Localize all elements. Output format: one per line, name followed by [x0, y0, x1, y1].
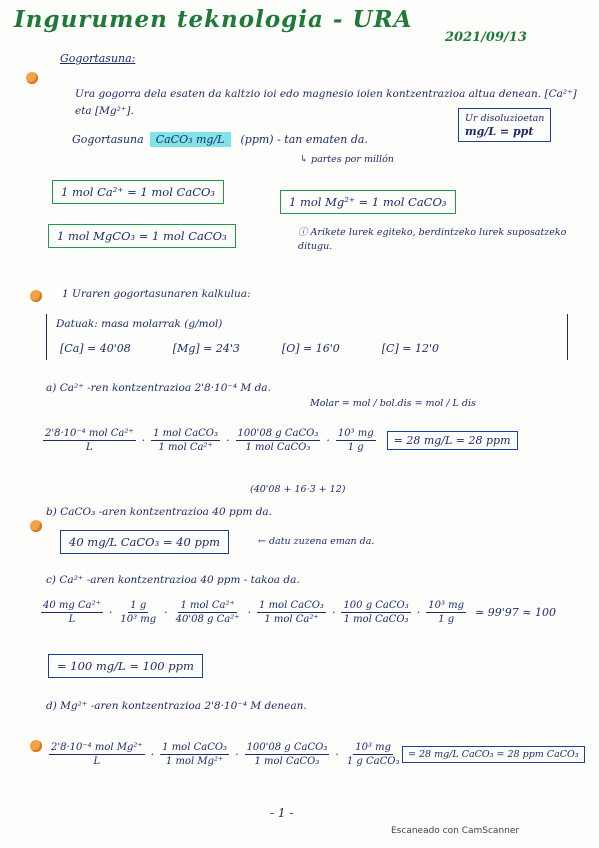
fraction: $\frac{\text{10³ mg}}{1 g}$	[337, 428, 374, 453]
note-text: ⓘ Arikete lurek egiteko, berdintzeko lurek suposatzeko ditugu.	[298, 227, 567, 252]
part-b-text: b) CaCO₃ -aren kontzentrazioa 40 ppm da.	[46, 506, 273, 518]
fraction: $\frac{\text{100'08 g CaCO₃}}{\text{1 mol CaCO₃}}$	[237, 428, 319, 453]
section-heading-gogortasuna: Gogortasuna:	[60, 52, 136, 65]
fraction: $\frac{\text{100'08 g CaCO₃}}{\text{1 mol CaCO₃}}$	[246, 742, 328, 767]
bullet-icon	[30, 740, 42, 752]
side-note-box	[458, 108, 551, 142]
part-c-calculation: $\frac{\text{40 mg Ca²⁺}}{L}$ · $\frac{1 g}{\text{10³ mg}}$ · $\frac{\text{1 mol Ca²⁺}}{\text{40'08 g Ca²⁺}}$ · $\frac{\text{1 mol CaCO₃}}{\text{1 mol Ca²⁺}}$ · $\frac{\text{100 g CaCO₃}}{\text{1 mol CaCO₃}}$ · $\frac{\text{10³ mg}}{1 g}$ ≃ 99'97 ≈ 100	[43, 600, 556, 625]
part-d-calculation: $\frac{\text{2'8·10⁻⁴ mol Mg²⁺}}{L}$ · $\frac{\text{1 mol CaCO₃}}{\text{1 mol Mg²⁺}}$ · $\frac{\text{100'08 g CaCO₃}}{\text{1 mol CaCO₃}}$ · $\frac{\text{10³ mg}}{\text{1 g CaCO₃}}$	[51, 742, 400, 767]
part-d-text: d) Mg²⁺ -aren kontzentrazioa 2'8·10⁻⁴ M denean.	[46, 700, 307, 712]
page-number: - 1 -	[270, 806, 294, 820]
part-b-note: ← datu zuzena eman da.	[258, 536, 375, 547]
side-note-line1: Ur disoluzioetan	[465, 113, 545, 124]
bullet-icon	[26, 72, 38, 84]
ppm-note: ↳ partes por millón	[300, 154, 394, 165]
side-note-line2: mg/L = ppt	[465, 125, 534, 138]
fraction: $\frac{\text{100 g CaCO₃}}{\text{1 mol CaCO₃}}$	[343, 600, 409, 625]
fraction: $\frac{\text{10³ mg}}{\text{1 g CaCO₃}}$	[346, 742, 400, 767]
part-a-calculation: $\frac{\text{2'8·10⁻⁴ mol Ca²⁺}}{L}$ · $\frac{\text{1 mol CaCO₃}}{\text{1 mol Ca²⁺}}$ · $\frac{\text{100'08 g CaCO₃}}{\text{1 mol CaCO₃}}$ · $\frac{\text{10³ mg}}{1 g}$ = 28 mg/L = 28 ppm	[40, 428, 518, 453]
equivalence-ca-box: 1 mol Ca²⁺ = 1 mol CaCO₃	[52, 180, 224, 204]
page-title: Ingurumen teknologia - URA	[14, 6, 413, 33]
fraction: $\frac{1 g}{\text{10³ mg}}$	[120, 600, 157, 625]
part-a-molar-note: Molar = mol / bol.dis = mol / L dis	[310, 398, 476, 409]
mass-ca: [Ca] = 40'08	[60, 342, 131, 355]
fraction: $\frac{\text{1 mol CaCO₃}}{\text{1 mol Ca²⁺}}$	[259, 600, 324, 625]
part-c-result: = 100 mg/L = 100 ppm	[48, 654, 203, 678]
mass-o: [O] = 16'0	[281, 342, 340, 355]
unit-label: Gogortasuna	[72, 133, 144, 146]
scanner-watermark: Escaneado con CamScanner	[391, 826, 520, 836]
unit-value-highlight: CaCO₃ mg/L	[150, 132, 231, 147]
part-a-result: = 28 mg/L = 28 ppm	[387, 431, 518, 450]
part-d-result: = 28 mg/L CaCO₃ = 28 ppm CaCO₃	[402, 746, 585, 763]
datuak-label: Datuak: masa molarrak (g/mol)	[56, 318, 223, 330]
fraction: $\frac{\text{2'8·10⁻⁴ mol Ca²⁺}}{L}$	[45, 428, 134, 453]
fraction: $\frac{\text{1 mol Ca²⁺}}{\text{40'08 g Ca²⁺}}$	[175, 600, 240, 625]
fraction: $\frac{\text{1 mol CaCO₃}}{\text{1 mol Mg²⁺}}$	[162, 742, 228, 767]
part-c-approx: ≃ 99'97 ≈ 100	[475, 606, 556, 619]
ppm-text: (ppm) - tan ematen da.	[240, 133, 368, 146]
part-a-text: a) Ca²⁺ -ren kontzentrazioa 2'8·10⁻⁴ M da.	[46, 382, 271, 394]
bullet-icon	[30, 290, 42, 302]
equivalence-mgco3-box: 1 mol MgCO₃ = 1 mol CaCO₃	[48, 224, 236, 248]
section-heading-kalkulua: 1 Uraren gogortasunaren kalkulua:	[62, 288, 251, 300]
info-icon: ⓘ	[298, 227, 308, 238]
part-a-mass-note: (40'08 + 16·3 + 12)	[250, 484, 346, 495]
fraction: $\frac{\text{1 mol CaCO₃}}{\text{1 mol Ca²⁺}}$	[153, 428, 219, 453]
intro-text: Ura gogorra dela esaten da kaltzio ioi edo magnesio ioien kontzentrazioa altua denean. [Ca²⁺] eta [Mg²⁺].	[75, 88, 577, 117]
bullet-icon	[30, 520, 42, 532]
part-b-result: 40 mg/L CaCO₃ = 40 ppm	[60, 530, 229, 554]
mass-c: [C] = 12'0	[381, 342, 439, 355]
mass-mg: [Mg] = 24'3	[172, 342, 240, 355]
unit-row	[72, 132, 368, 147]
fraction: $\frac{\text{2'8·10⁻⁴ mol Mg²⁺}}{L}$	[51, 742, 143, 767]
fraction: $\frac{\text{40 mg Ca²⁺}}{L}$	[43, 600, 101, 625]
equivalence-mg-box: 1 mol Mg²⁺ = 1 mol CaCO₃	[280, 190, 456, 214]
date: 2021/09/13	[445, 30, 527, 45]
fraction: $\frac{\text{10³ mg}}{1 g}$	[428, 600, 465, 625]
molar-masses-row	[60, 342, 439, 355]
part-c-text: c) Ca²⁺ -aren kontzentrazioa 40 ppm - takoa da.	[46, 574, 300, 586]
